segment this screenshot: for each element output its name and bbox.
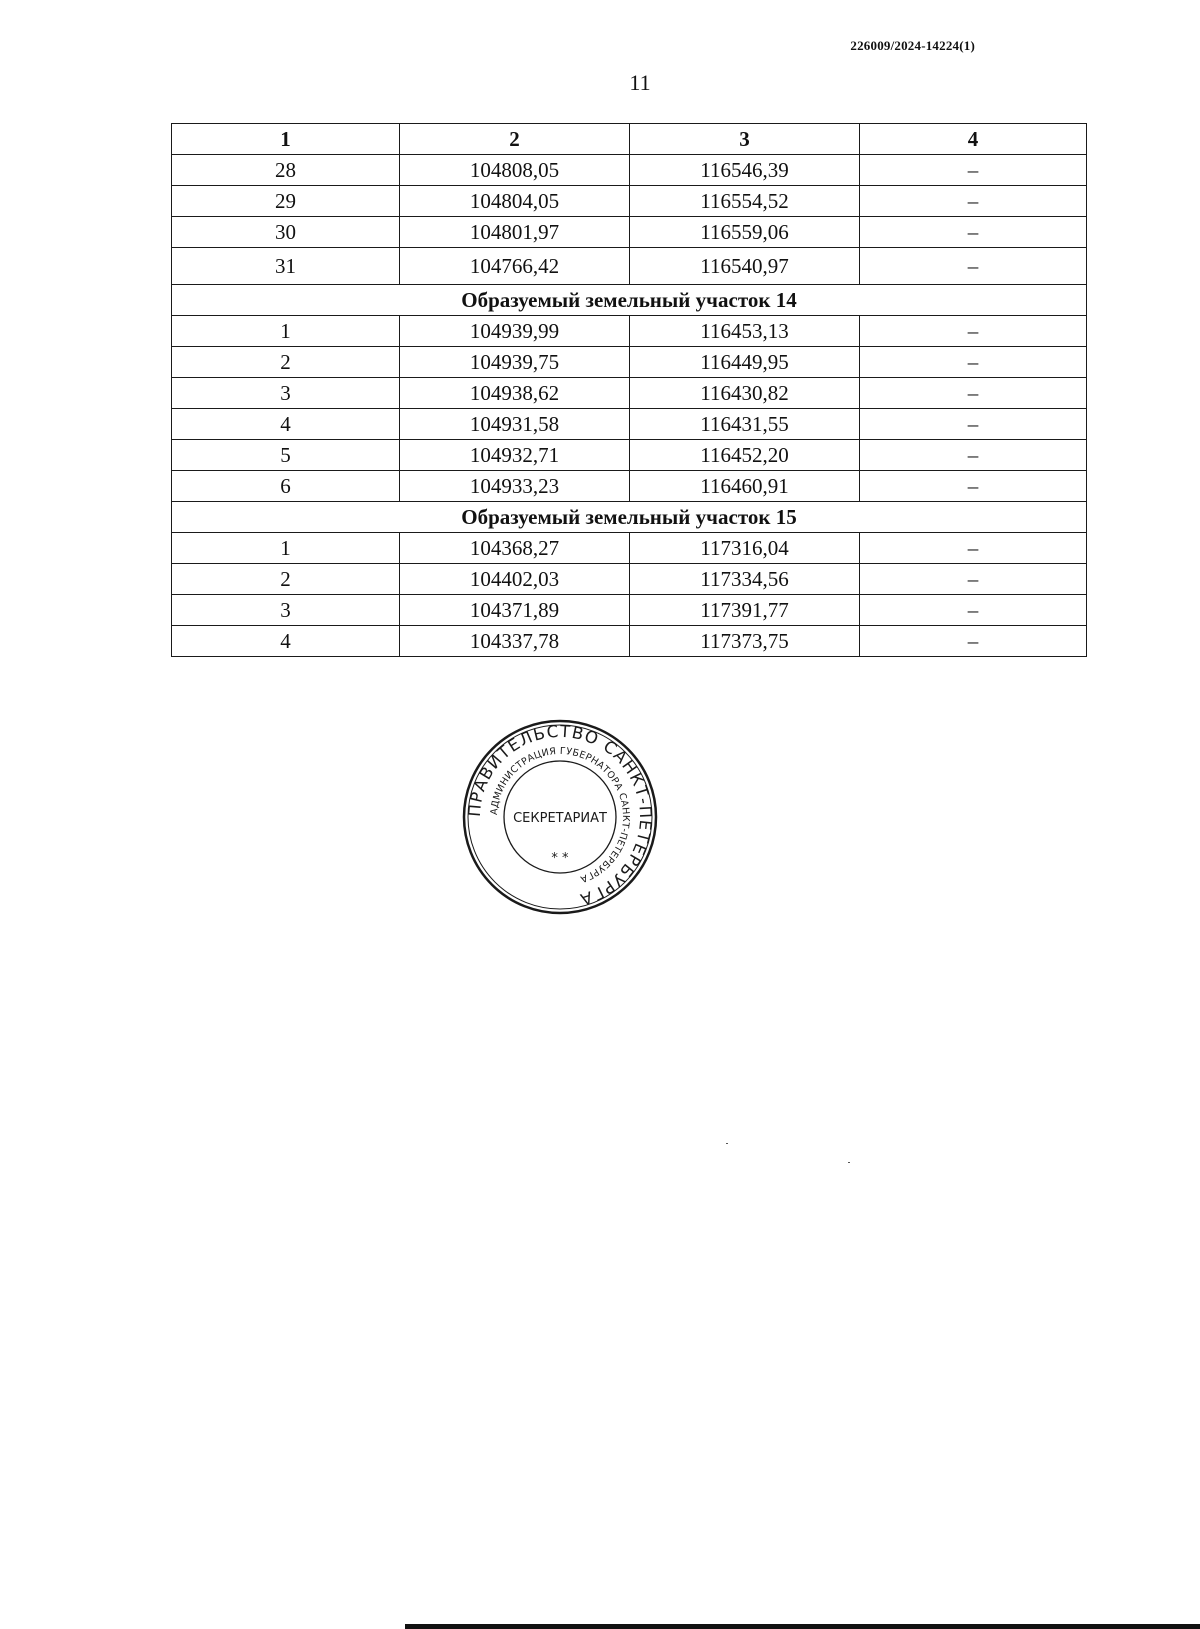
note-cell: – xyxy=(860,471,1087,502)
point-number: 6 xyxy=(172,471,400,502)
column-header: 4 xyxy=(860,124,1087,155)
point-number: 28 xyxy=(172,155,400,186)
coord-x: 104933,23 xyxy=(400,471,630,502)
coord-y: 116431,55 xyxy=(630,409,860,440)
scan-edge-bar xyxy=(405,1624,1200,1629)
column-header: 1 xyxy=(172,124,400,155)
point-number: 30 xyxy=(172,217,400,248)
coord-y: 116546,39 xyxy=(630,155,860,186)
point-number: 2 xyxy=(172,564,400,595)
point-number: 3 xyxy=(172,378,400,409)
point-number: 29 xyxy=(172,186,400,217)
column-header: 3 xyxy=(630,124,860,155)
section-row xyxy=(172,285,1087,316)
table-row xyxy=(172,248,1087,285)
point-number: 2 xyxy=(172,347,400,378)
point-number: 5 xyxy=(172,440,400,471)
coord-y: 116540,97 xyxy=(630,248,860,285)
table-row xyxy=(172,409,1087,440)
coordinates-table xyxy=(171,123,1087,657)
seal-center-text: СЕКРЕТАРИАТ xyxy=(513,811,607,826)
table-row xyxy=(172,217,1087,248)
table-header-row xyxy=(172,124,1087,155)
note-cell: – xyxy=(860,186,1087,217)
note-cell: – xyxy=(860,316,1087,347)
seal-outer-text: ПРАВИТЕЛЬСТВО САНКТ-ПЕТЕРБУРГА xyxy=(464,721,656,910)
note-cell: – xyxy=(860,564,1087,595)
document-id: 226009/2024-14224(1) xyxy=(850,38,975,53)
note-cell: – xyxy=(860,440,1087,471)
note-cell: – xyxy=(860,533,1087,564)
table-row xyxy=(172,347,1087,378)
coord-x: 104804,05 xyxy=(400,186,630,217)
coord-y: 116430,82 xyxy=(630,378,860,409)
section-title-14: Образуемый земельный участок 14 xyxy=(172,285,1087,316)
note-cell: – xyxy=(860,378,1087,409)
table-row xyxy=(172,316,1087,347)
coord-y: 116449,95 xyxy=(630,347,860,378)
coord-x: 104939,75 xyxy=(400,347,630,378)
note-cell: – xyxy=(860,595,1087,626)
section-row xyxy=(172,502,1087,533)
seal-inner-text: АДМИНИСТРАЦИЯ ГУБЕРНАТОРА САНКТ-ПЕТЕРБУРГА xyxy=(488,745,632,885)
note-cell: – xyxy=(860,626,1087,657)
seal-stars: * * xyxy=(551,851,569,866)
table-row xyxy=(172,626,1087,657)
coord-y: 117334,56 xyxy=(630,564,860,595)
point-number: 4 xyxy=(172,626,400,657)
coord-y: 116453,13 xyxy=(630,316,860,347)
note-cell: – xyxy=(860,409,1087,440)
point-number: 4 xyxy=(172,409,400,440)
coord-x: 104939,99 xyxy=(400,316,630,347)
table-row xyxy=(172,595,1087,626)
point-number: 31 xyxy=(172,248,400,285)
note-cell: – xyxy=(860,248,1087,285)
coord-y: 116559,06 xyxy=(630,217,860,248)
table-row xyxy=(172,533,1087,564)
coord-x: 104808,05 xyxy=(400,155,630,186)
table-row xyxy=(172,564,1087,595)
column-header: 2 xyxy=(400,124,630,155)
coord-x: 104371,89 xyxy=(400,595,630,626)
point-number: 1 xyxy=(172,533,400,564)
scan-speck xyxy=(848,1162,850,1163)
coord-x: 104932,71 xyxy=(400,440,630,471)
table-row xyxy=(172,471,1087,502)
coord-x: 104766,42 xyxy=(400,248,630,285)
coord-y: 117391,77 xyxy=(630,595,860,626)
point-number: 3 xyxy=(172,595,400,626)
note-cell: – xyxy=(860,347,1087,378)
coord-y: 116460,91 xyxy=(630,471,860,502)
coord-y: 117316,04 xyxy=(630,533,860,564)
coord-y: 116452,20 xyxy=(630,440,860,471)
coord-x: 104368,27 xyxy=(400,533,630,564)
table-row xyxy=(172,186,1087,217)
table-row xyxy=(172,440,1087,471)
table-row xyxy=(172,378,1087,409)
page-number: 11 xyxy=(629,70,651,95)
coord-x: 104931,58 xyxy=(400,409,630,440)
point-number: 1 xyxy=(172,316,400,347)
table-row xyxy=(172,155,1087,186)
coord-y: 117373,75 xyxy=(630,626,860,657)
coord-x: 104938,62 xyxy=(400,378,630,409)
coord-x: 104337,78 xyxy=(400,626,630,657)
scan-speck xyxy=(726,1143,728,1144)
note-cell: – xyxy=(860,217,1087,248)
seal-graphic xyxy=(460,717,660,917)
coord-y: 116554,52 xyxy=(630,186,860,217)
coord-x: 104801,97 xyxy=(400,217,630,248)
official-seal xyxy=(460,717,660,917)
section-title-15: Образуемый земельный участок 15 xyxy=(172,502,1087,533)
note-cell: – xyxy=(860,155,1087,186)
coord-x: 104402,03 xyxy=(400,564,630,595)
